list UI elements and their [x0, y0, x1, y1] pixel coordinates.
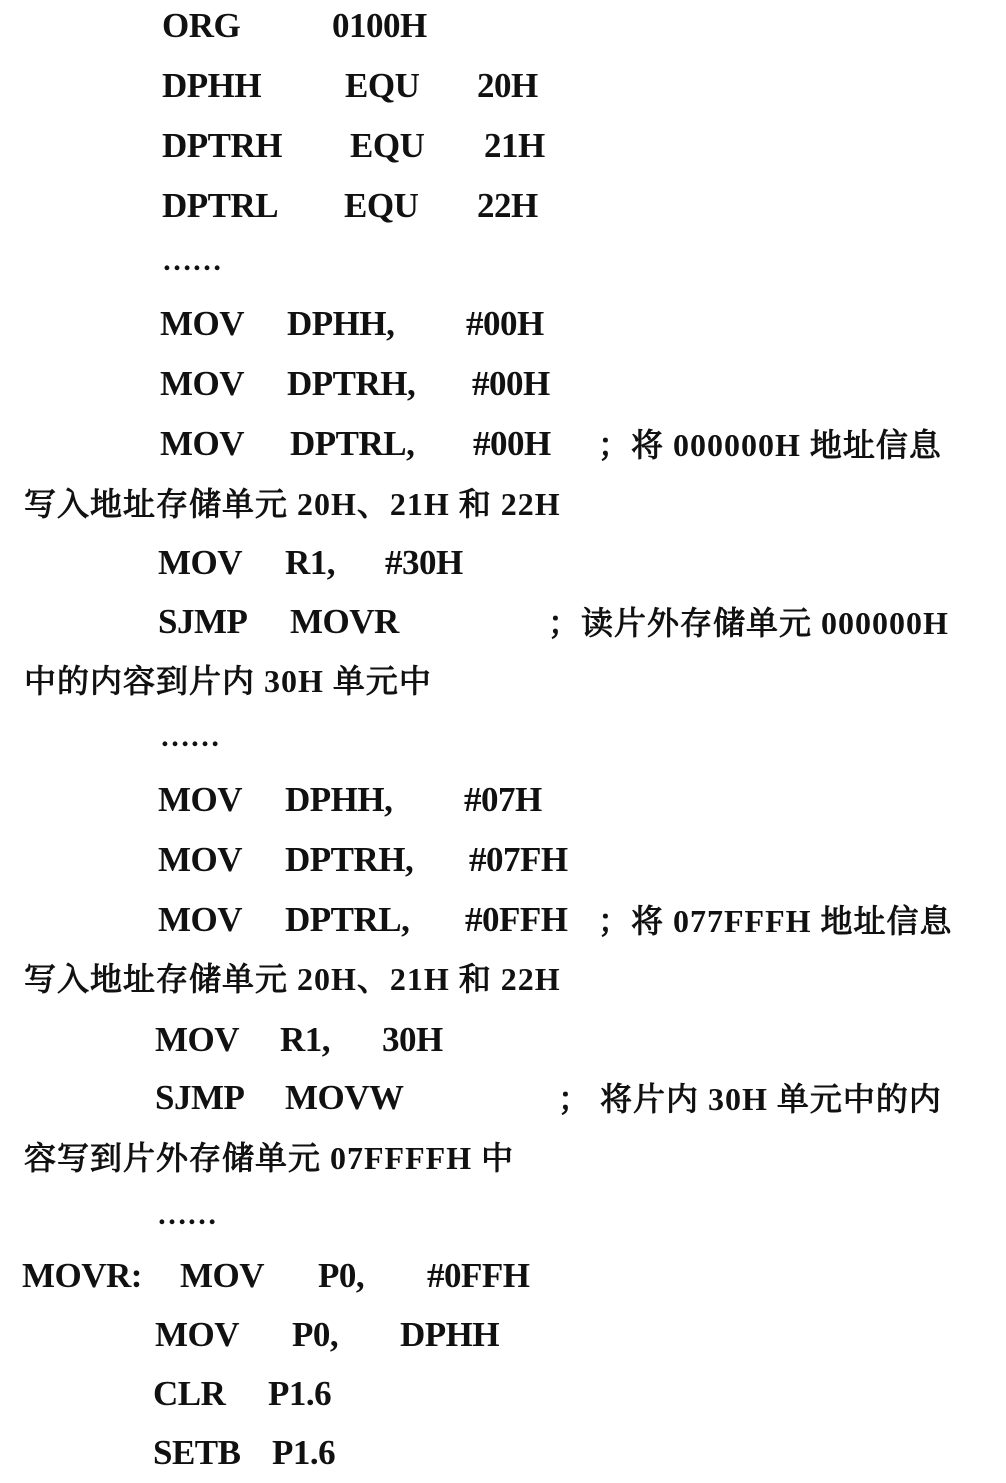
instr-arg2: #07H [464, 780, 542, 819]
instr-op: ORG [162, 6, 241, 45]
instr-arg1: EQU [344, 186, 419, 225]
instr-arg1: P0, [318, 1256, 365, 1295]
instr-arg1: P1.6 [272, 1433, 336, 1472]
instr-arg2: #00H [472, 364, 550, 403]
comment: ； 将片内 30H 单元中的内 [558, 1081, 942, 1117]
instr-op: MOV [158, 543, 243, 582]
instr-arg1: MOVW [285, 1078, 404, 1117]
comment: ；将 000000H 地址信息 [598, 427, 942, 463]
instr-arg1: DPHH, [287, 304, 395, 343]
instr-op: MOV [158, 840, 243, 879]
instr-arg2: #0FFH [465, 900, 568, 939]
instr-op: MOV [160, 304, 245, 343]
instr-arg2: #30H [385, 543, 463, 582]
instr-arg2: 22H [477, 186, 538, 225]
instr-op: CLR [153, 1374, 226, 1413]
comment-continuation: 写入地址存储单元 20H、21H 和 22H [24, 486, 561, 522]
comment-continuation: 中的内容到片内 30H 单元中 [24, 663, 432, 699]
instr-op: MOV [180, 1256, 265, 1295]
instr-op: DPTRL [162, 186, 279, 225]
instr-op: MOV [160, 364, 245, 403]
instr-arg2: 20H [477, 66, 538, 105]
instr-arg1: EQU [345, 66, 420, 105]
comment: ；将 077FFFH 地址信息 [598, 903, 953, 939]
instr-arg2: 30H [382, 1020, 443, 1059]
instr-op: SJMP [158, 602, 248, 641]
ellipsis: …… [162, 244, 222, 277]
instr-arg1: P1.6 [268, 1374, 332, 1413]
instr-arg2: 21H [484, 126, 545, 165]
instr-arg2: #00H [473, 424, 551, 463]
instr-arg1: DPHH, [285, 780, 393, 819]
instr-op: MOV [155, 1315, 240, 1354]
comment-continuation: 写入地址存储单元 20H、21H 和 22H [24, 961, 561, 997]
instr-op: MOV [155, 1020, 240, 1059]
instr-op: MOV [158, 780, 243, 819]
instr-arg1: 0100H [332, 6, 427, 45]
instr-op: DPTRH [162, 126, 282, 165]
instr-op: SJMP [155, 1078, 245, 1117]
instr-op: DPHH [162, 66, 262, 105]
comment-continuation: 容写到片外存储单元 07FFFFH 中 [24, 1140, 515, 1176]
instr-arg2: #00H [466, 304, 544, 343]
instr-arg2: DPHH [400, 1315, 500, 1354]
instr-arg2: #0FFH [427, 1256, 530, 1295]
instr-arg1: MOVR [290, 602, 399, 641]
instr-op: MOV [158, 900, 243, 939]
instr-arg1: DPTRH, [287, 364, 416, 403]
code-label: MOVR: [22, 1256, 142, 1295]
instr-op: MOV [160, 424, 245, 463]
instr-arg1: EQU [350, 126, 425, 165]
instr-arg1: R1, [280, 1020, 331, 1059]
comment: ；读片外存储单元 000000H [548, 605, 949, 641]
instr-arg1: R1, [285, 543, 336, 582]
instr-arg1: DPTRH, [285, 840, 414, 879]
instr-arg1: DPTRL, [290, 424, 415, 463]
instr-arg1: DPTRL, [285, 900, 410, 939]
instr-arg1: P0, [292, 1315, 339, 1354]
instr-op: SETB [153, 1433, 241, 1472]
ellipsis: …… [160, 720, 220, 753]
instr-arg2: #07FH [469, 840, 568, 879]
ellipsis: …… [157, 1198, 217, 1231]
